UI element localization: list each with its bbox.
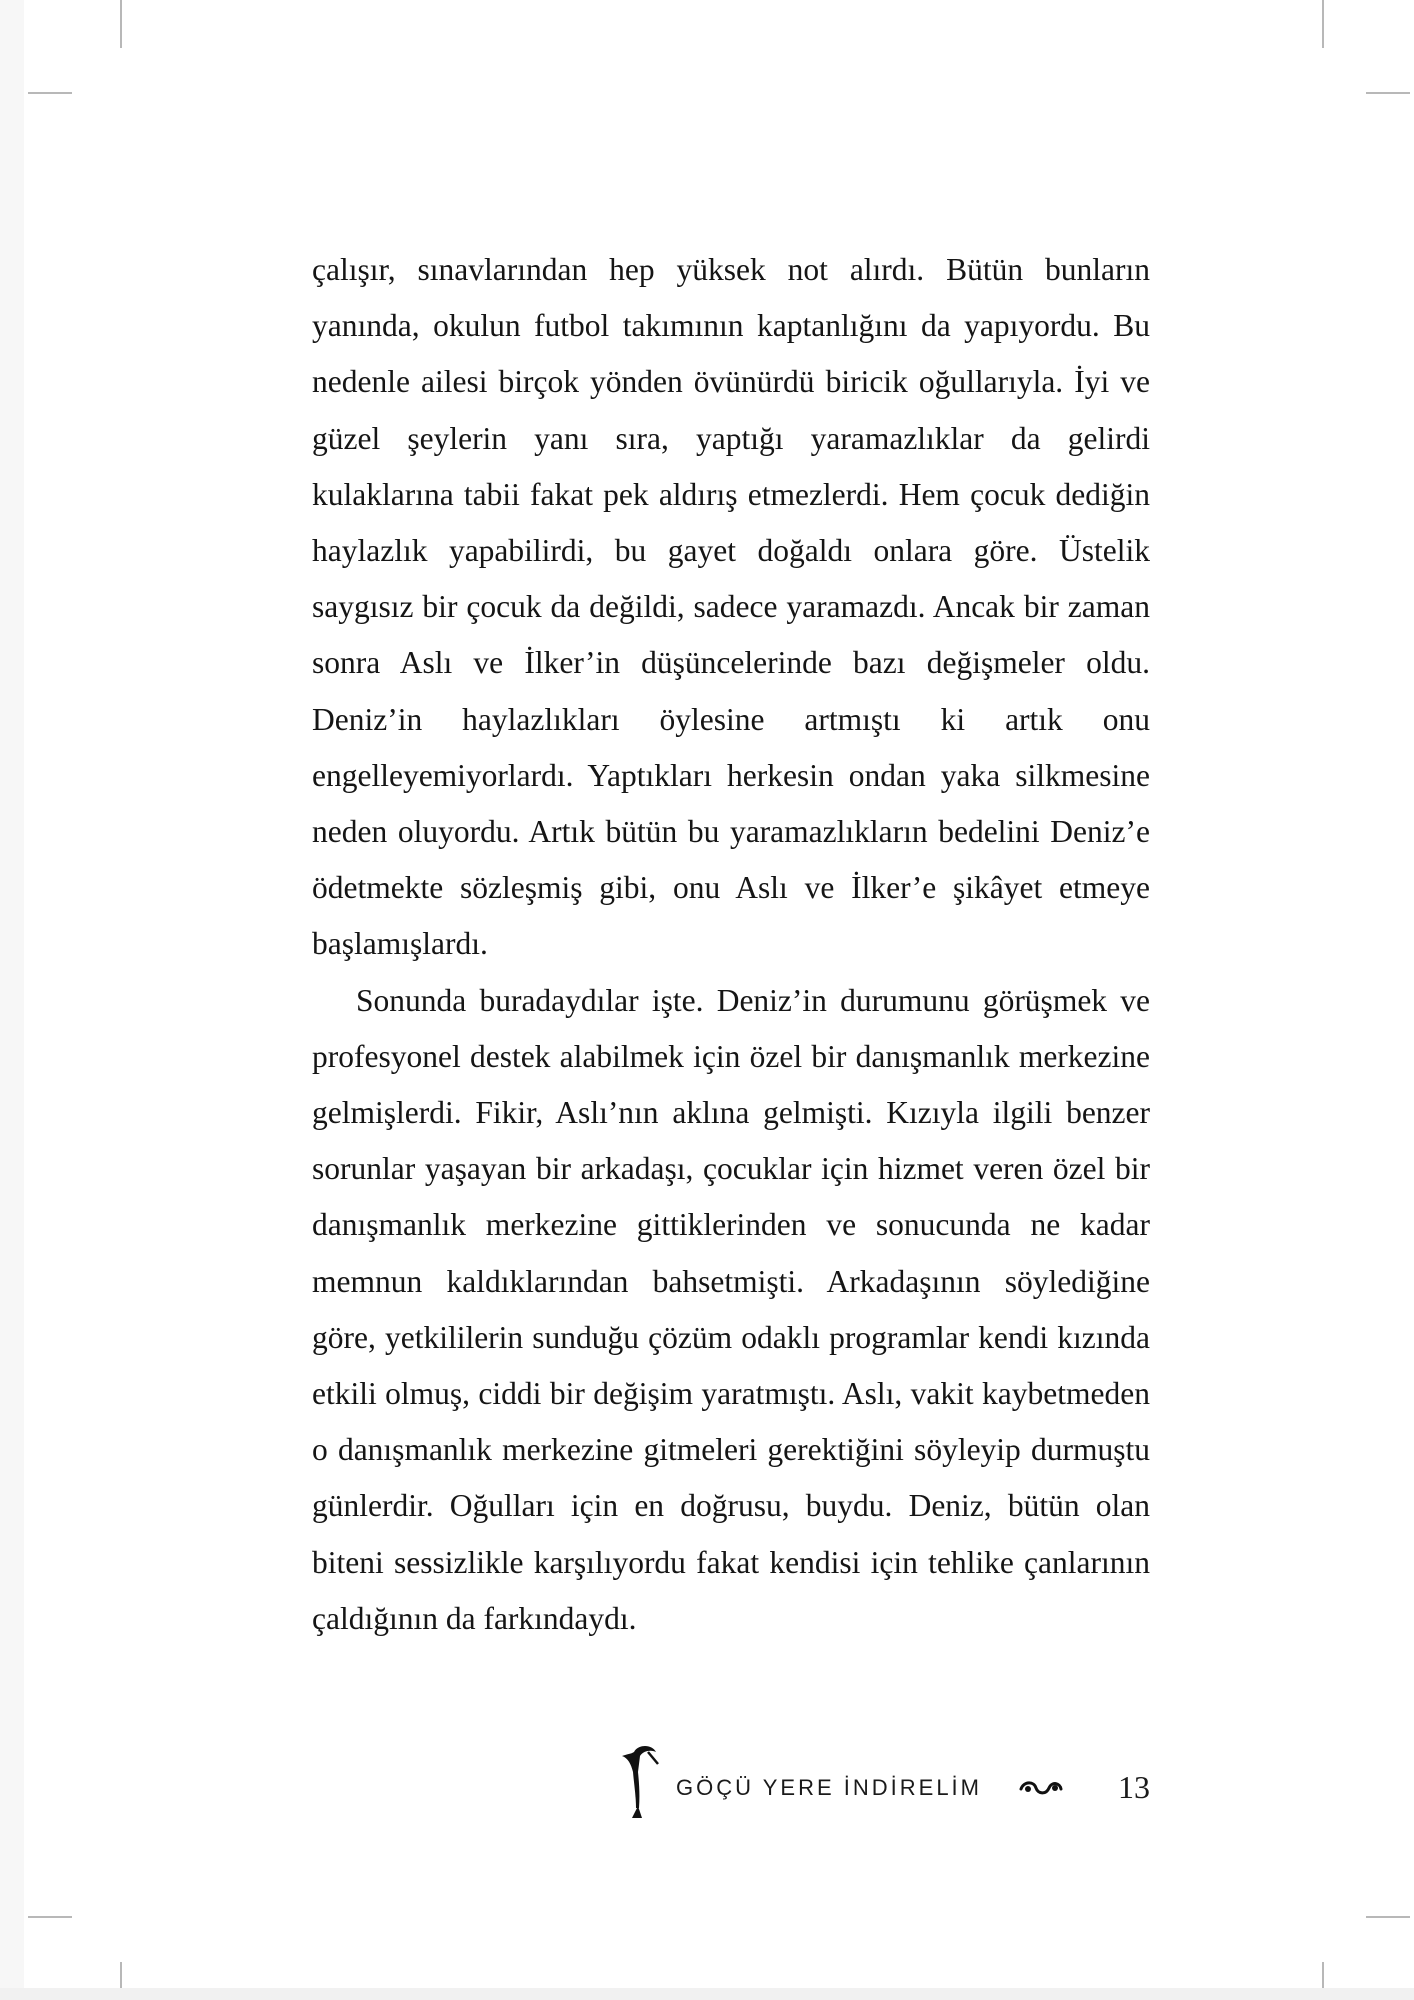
page-bottom-edge	[0, 1988, 1414, 2000]
crop-mark-top-right	[1322, 0, 1324, 48]
crop-mark-right-top	[1366, 92, 1410, 94]
swirl-ornament-icon	[1018, 1779, 1064, 1797]
crop-mark-top-left	[120, 0, 122, 48]
page-number: 13	[1118, 1768, 1150, 1805]
crop-mark-left-top	[28, 92, 72, 94]
paragraph-1: çalışır, sınavlarından hep yüksek not alırdı. Bütün bunların yanında, okulun futbol takımının kaptanlığını da yapıyordu. Bu nedenle ailesi birçok yönden övünürdü biricik oğullarıyla. İyi ve güzel şeylerin yanı sıra, yaptığı yaramazlıklar da gelirdi kulaklarına tabii fakat pek aldırış etmezlerdi. Hem çocuk dediğin haylazlık yapabilirdi, bu gayet doğaldı onlara göre. Üstelik saygısız bir çocuk da değildi, sadece yaramazdı. Ancak bir zaman sonra Aslı ve İlker’in düşüncelerinde bazı değişmeler oldu. Deniz’in haylazlıkları öylesine artmıştı ki artık onu engelleyemiyorlardı. Yaptıkları herkesin ondan yaka silkmesine neden oluyordu. Artık bütün bu yaramazlıkların bedelini Deniz’e ödetmekte sözleşmiş gibi, onu Aslı ve İlker’e şikâyet etmeye başlamışlardı.	[312, 252, 1150, 962]
stork-logo-icon	[618, 1742, 662, 1820]
book-title: GÖÇÜ YERE İNDİRELİM	[676, 1775, 982, 1800]
crop-mark-left-bottom	[28, 1916, 72, 1918]
crop-mark-right-bottom	[1366, 1916, 1410, 1918]
paragraph-2: Sonunda buradaydılar işte. Deniz’in durumunu görüşmek ve profesyonel destek alabilmek için özel bir danışmanlık merkezine gelmişlerdi. Fikir, Aslı’nın aklına gelmişti. Kızıyla ilgili benzer sorunlar yaşayan bir arkadaşı, çocuklar için hizmet veren özel bir danışmanlık merkezine gittiklerinden ve sonucunda ne kadar memnun kaldıklarından bahsetmişti. Arkadaşının söylediğine göre, yetkililerin sunduğu çözüm odaklı programlar kendi kızında etkili olmuş, ciddi bir değişim yaratmıştı. Aslı, vakit kaybetmeden o danışmanlık merkezine gitmeleri gerektiğini söyleyip durmuştu günlerdir. Oğulları için en doğrusu, buydu. Deniz, bütün olan biteni sessizlikle karşılıyordu fakat kendisi için tehlike çanlarının çaldığının da farkındaydı.	[312, 982, 1150, 1636]
body-text	[312, 242, 1150, 1647]
page-footer	[618, 1742, 1150, 1820]
page-edge	[0, 0, 24, 2000]
